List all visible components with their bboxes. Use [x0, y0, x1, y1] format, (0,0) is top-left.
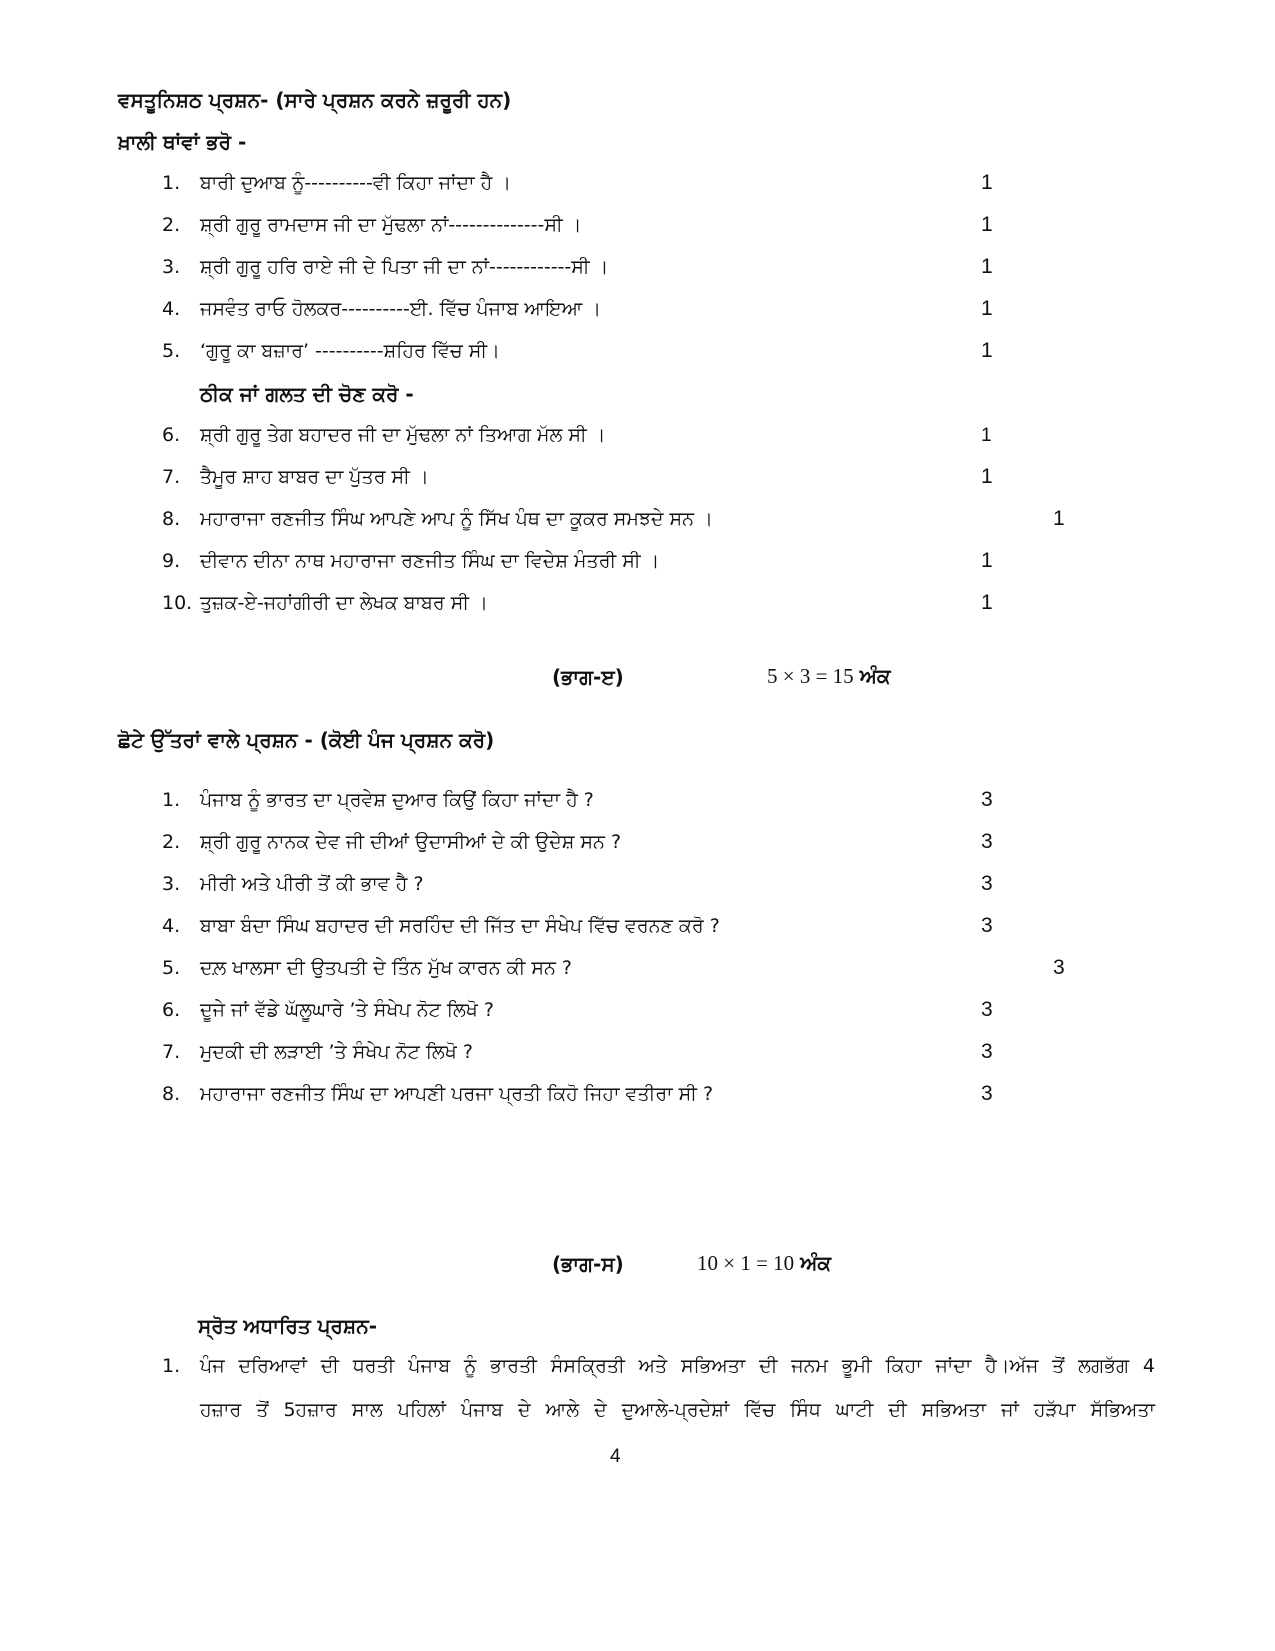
- passage-text: [200, 1344, 1155, 1432]
- question-number: 2.: [162, 214, 181, 236]
- question-text: ਸ਼੍ਰੀ ਗੁਰੂ ਤੇਗ ਬਹਾਦਰ ਜੀ ਦਾ ਮੁੱਢਲਾ ਨਾਂ ਤਿਆਗ ਮੱਲ ਸੀ ।: [200, 424, 606, 446]
- question-number: 4.: [162, 298, 181, 320]
- question-text: ਬਾਰੀ ਦੁਆਬ ਨੂੰ----------ਵੀ ਕਿਹਾ ਜਾਂਦਾ ਹੈ ।: [200, 172, 512, 194]
- question-text: ਦੀਵਾਨ ਦੀਨਾ ਨਾਥ ਮਹਾਰਾਜਾ ਰਣਜੀਤ ਸਿੰਘ ਦਾ ਵਿਦੇਸ਼ ਮੰਤਰੀ ਸੀ ।: [200, 550, 660, 572]
- question-text: ਮੁਦਕੀ ਦੀ ਲੜਾਈ ’ਤੇ ਸੰਖੇਪ ਨੋਟ ਲਿਖੋ ?: [200, 1041, 473, 1063]
- question-marks: 1: [981, 549, 993, 572]
- question-number: 6.: [162, 424, 181, 446]
- marks-formula: [767, 664, 891, 689]
- question-text: ਸ਼੍ਰੀ ਗੁਰੂ ਰਾਮਦਾਸ ਜੀ ਦਾ ਮੁੱਢਲਾ ਨਾਂ--------------ਸੀ ।: [200, 214, 582, 236]
- question-number: 8.: [162, 1083, 181, 1105]
- question-text: ਦਲ਼ ਖਾਲਸਾ ਦੀ ਉਤਪਤੀ ਦੇ ਤਿੰਨ ਮੁੱਖ ਕਾਰਨ ਕੀ ਸਨ ?: [200, 957, 572, 979]
- question-marks: 1: [981, 297, 993, 320]
- question-text: ਤੈਮੂਰ ਸ਼ਾਹ ਬਾਬਰ ਦਾ ਪੁੱਤਰ ਸੀ ।: [200, 466, 429, 488]
- short-answer-heading: ਛੋਟੇ ਉੱਤਰਾਂ ਵਾਲੇ ਪ੍ਰਸ਼ਨ - (ਕੋਈ ਪੰਜ ਪ੍ਰਸ਼ਨ ਕਰੋ): [118, 728, 495, 752]
- question-number: 8.: [162, 508, 181, 530]
- question-marks: 3: [1053, 956, 1065, 979]
- source-based-heading: ਸ੍ਰੋਤ ਅਧਾਰਿਤ ਪ੍ਰਸ਼ਨ-: [198, 1314, 378, 1338]
- question-text: ਮਹਾਰਾਜਾ ਰਣਜੀਤ ਸਿੰਘ ਆਪਣੇ ਆਪ ਨੂੰ ਸਿੱਖ ਪੰਥ ਦਾ ਕੂਕਰ ਸਮਝਦੇ ਸਨ ।: [200, 508, 713, 530]
- question-marks: 1: [1053, 507, 1065, 530]
- question-number: 9.: [162, 550, 181, 572]
- question-marks: 1: [981, 171, 993, 194]
- formula-unit: ਅੰਕ: [859, 664, 891, 688]
- question-number: 5.: [162, 340, 181, 362]
- passage-line: ਹਜ਼ਾਰ ਤੋਂ 5ਹਜ਼ਾਰ ਸਾਲ ਪਹਿਲਾਂ ਪੰਜਾਬ ਦੇ ਆਲੇ ਦੇ ਦੁਆਲੇ-ਪ੍ਰਦੇਸ਼ਾਂ ਵਿੱਚ ਸਿੰਧ ਘਾਟੀ ਦੀ ਸਭਿਅਤਾ ਜਾਂ ਹੜੱਪਾ ਸੱਭਿਅਤਾ: [200, 1399, 1155, 1421]
- question-text: ਮੀਰੀ ਅਤੇ ਪੀਰੀ ਤੋਂ ਕੀ ਭਾਵ ਹੈ ?: [200, 873, 424, 895]
- question-marks: 3: [981, 1040, 993, 1063]
- question-text: ‘ਗੁਰੂ ਕਾ ਬਜ਼ਾਰ’ ----------ਸ਼ਹਿਰ ਵਿੱਚ ਸੀ।: [200, 340, 500, 362]
- question-marks: 3: [981, 788, 993, 811]
- objective-questions-heading: ਵਸਤੂਨਿਸ਼ਠ ਪ੍ਰਸ਼ਨ- (ਸਾਰੇ ਪ੍ਰਸ਼ਨ ਕਰਨੇ ਜ਼ਰੂਰੀ ਹਨ): [118, 88, 512, 112]
- formula-expression: 5 × 3 = 15: [767, 664, 854, 688]
- passage-line: ਪੰਜ ਦਰਿਆਵਾਂ ਦੀ ਧਰਤੀ ਪੰਜਾਬ ਨੂੰ ਭਾਰਤੀ ਸੰਸਕ੍ਰਿਤੀ ਅਤੇ ਸਭਿਅਤਾ ਦੀ ਜਨਮ ਭੂਮੀ ਕਿਹਾ ਜਾਂਦਾ ਹੈ।ਅੱਜ ਤੋਂ ਲਗਭੱਗ 4: [200, 1355, 1155, 1377]
- page-number: 4: [610, 1446, 621, 1467]
- question-number: 1.: [162, 172, 181, 194]
- question-number: 5.: [162, 957, 181, 979]
- question-marks: 1: [981, 425, 992, 446]
- question-marks: 3: [981, 872, 993, 895]
- formula-expression: 10 × 1 = 10: [697, 1251, 795, 1275]
- marks-formula: [697, 1251, 831, 1276]
- question-number: 7.: [162, 1041, 181, 1063]
- question-number: 4.: [162, 915, 181, 937]
- question-marks: 1: [981, 591, 993, 614]
- question-marks: 3: [981, 830, 993, 853]
- question-number: 10.: [162, 592, 193, 614]
- question-text: ਬਾਬਾ ਬੰਦਾ ਸਿੰਘ ਬਹਾਦਰ ਦੀ ਸਰਹਿੰਦ ਦੀ ਜਿੱਤ ਦਾ ਸੰਖੇਪ ਵਿੱਚ ਵਰਨਣ ਕਰੋ ?: [200, 915, 720, 937]
- question-marks: 1: [981, 339, 993, 362]
- true-false-heading: ਠੀਕ ਜਾਂ ਗਲਤ ਦੀ ਚੋਣ ਕਰੋ -: [200, 382, 414, 406]
- formula-unit: ਅੰਕ: [800, 1251, 832, 1275]
- part-label: (ਭਾਗ-ਸ): [552, 1252, 624, 1276]
- question-number: 7.: [162, 466, 181, 488]
- passage-number: 1.: [162, 1355, 181, 1377]
- question-marks: 1: [981, 465, 993, 488]
- question-number: 3.: [162, 256, 181, 278]
- question-number: 6.: [162, 999, 181, 1021]
- question-marks: 3: [981, 998, 993, 1021]
- source-passage: [162, 1344, 1162, 1434]
- question-text: ਸ਼੍ਰੀ ਗੁਰੂ ਨਾਨਕ ਦੇਵ ਜੀ ਦੀਆਂ ਉਦਾਸੀਆਂ ਦੇ ਕੀ ਉਦੇਸ਼ ਸਨ ?: [200, 831, 622, 853]
- question-number: 3.: [162, 873, 181, 895]
- fill-blanks-heading: ਖ਼ਾਲੀ ਥਾਂਵਾਂ ਭਰੋ -: [118, 130, 247, 154]
- question-text: ਮਹਾਰਾਜਾ ਰਣਜੀਤ ਸਿੰਘ ਦਾ ਆਪਣੀ ਪਰਜਾ ਪ੍ਰਤੀ ਕਿਹੋ ਜਿਹਾ ਵਤੀਰਾ ਸੀ ?: [200, 1083, 714, 1105]
- question-marks: 1: [981, 213, 993, 236]
- question-text: ਦੂਜੇ ਜਾਂ ਵੱਡੇ ਘੱਲੂਘਾਰੇ ’ਤੇ ਸੰਖੇਪ ਨੋਟ ਲਿਖੋ ?: [200, 999, 494, 1021]
- question-text: ਜਸਵੰਤ ਰਾਓ ਹੋਲਕਰ----------ਈ. ਵਿੱਚ ਪੰਜਾਬ ਆਇਆ ।: [200, 298, 602, 320]
- question-number: 2.: [162, 831, 181, 853]
- question-text: ਪੰਜਾਬ ਨੂੰ ਭਾਰਤ ਦਾ ਪ੍ਰਵੇਸ਼ ਦੁਆਰ ਕਿਉਂ ਕਿਹਾ ਜਾਂਦਾ ਹੈ ?: [200, 789, 594, 811]
- question-marks: 3: [981, 914, 993, 937]
- question-text: ਤੁਜ਼ਕ-ਏ-ਜਹਾਂਗੀਰੀ ਦਾ ਲੇਖਕ ਬਾਬਰ ਸੀ ।: [200, 592, 488, 614]
- question-marks: 1: [981, 255, 993, 278]
- part-label: (ਭਾਗ-ੲ): [552, 665, 624, 689]
- question-number: 1.: [162, 789, 181, 811]
- question-text: ਸ਼੍ਰੀ ਗੁਰੂ ਹਰਿ ਰਾਏ ਜੀ ਦੇ ਪਿਤਾ ਜੀ ਦਾ ਨਾਂ------------ਸੀ ।: [200, 256, 609, 278]
- question-marks: 3: [981, 1082, 993, 1105]
